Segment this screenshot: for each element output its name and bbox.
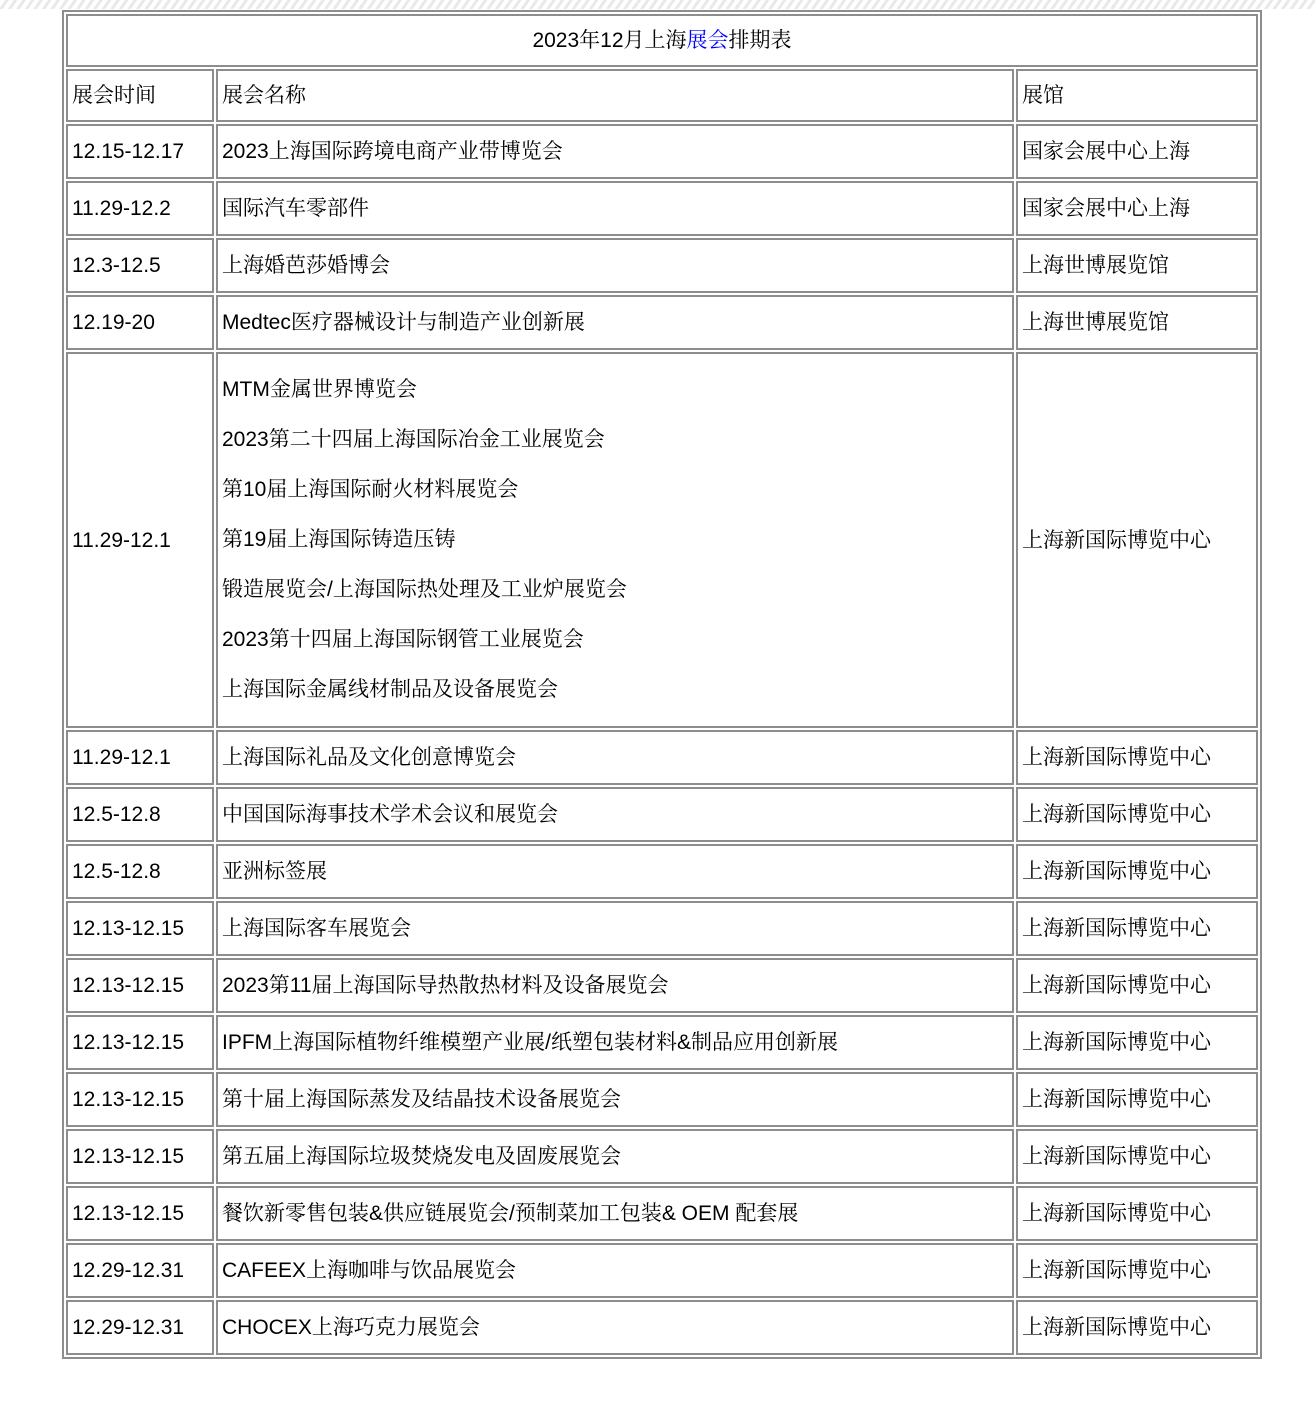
title-exhibition-link[interactable]: 展会: [686, 29, 729, 52]
exhibition-time-cell: 12.19-20: [66, 295, 214, 350]
exhibition-name-cell: 第五届上海国际垃圾焚烧发电及固废展览会: [216, 1129, 1014, 1184]
exhibition-name-line: 锻造展览会/上海国际热处理及工业炉展览会: [222, 578, 627, 601]
exhibition-name-cell: 中国国际海事技术学术会议和展览会: [216, 787, 1014, 842]
exhibition-name-cell: Medtec医疗器械设计与制造产业创新展: [216, 295, 1014, 350]
table-row: [66, 844, 1258, 899]
exhibition-venue-cell: 上海新国际博览中心: [1016, 958, 1258, 1013]
exhibition-name-line: 第19届上海国际铸造压铸: [222, 528, 456, 551]
exhibition-venue-cell: 上海新国际博览中心: [1016, 1072, 1258, 1127]
exhibition-time-cell: 12.13-12.15: [66, 1186, 214, 1241]
table-row: [66, 1129, 1258, 1184]
table-row: [66, 1243, 1258, 1298]
table-row: [66, 1015, 1258, 1070]
exhibition-venue-cell: 上海新国际博览中心: [1016, 352, 1258, 728]
exhibition-name-cell: 上海婚芭莎婚博会: [216, 238, 1014, 293]
exhibition-time-cell: 12.13-12.15: [66, 901, 214, 956]
table-row: [66, 295, 1258, 350]
table-body: [66, 14, 1258, 1355]
table-row: [66, 181, 1258, 236]
exhibition-time-cell: 12.5-12.8: [66, 787, 214, 842]
exhibition-name-cell: 2023上海国际跨境电商产业带博览会: [216, 124, 1014, 179]
exhibition-time-cell: 11.29-12.1: [66, 730, 214, 785]
title-suffix: 排期表: [728, 29, 792, 52]
top-stripe-band: [0, 0, 1315, 9]
exhibition-venue-cell: 上海新国际博览中心: [1016, 1300, 1258, 1355]
header-row: [66, 69, 1258, 122]
table-row: [66, 352, 1258, 728]
exhibition-venue-cell: 上海新国际博览中心: [1016, 1129, 1258, 1184]
exhibition-time-cell: 12.13-12.15: [66, 958, 214, 1013]
exhibition-name-line: 2023第十四届上海国际钢管工业展览会: [222, 628, 584, 651]
exhibition-time-cell: 12.5-12.8: [66, 844, 214, 899]
table-row: [66, 901, 1258, 956]
exhibition-name-cell: IPFM上海国际植物纤维模塑产业展/纸塑包装材料&制品应用创新展: [216, 1015, 1014, 1070]
exhibition-time-cell: 11.29-12.1: [66, 352, 214, 728]
exhibition-venue-cell: 上海世博展览馆: [1016, 238, 1258, 293]
exhibition-venue-cell: 上海世博展览馆: [1016, 295, 1258, 350]
exhibition-venue-cell: 上海新国际博览中心: [1016, 844, 1258, 899]
exhibition-time-cell: 12.29-12.31: [66, 1300, 214, 1355]
table-row: [66, 958, 1258, 1013]
exhibition-venue-cell: 上海新国际博览中心: [1016, 787, 1258, 842]
title-prefix: 2023年12月上海: [532, 29, 687, 52]
exhibition-name-cell: 2023第11届上海国际导热散热材料及设备展览会: [216, 958, 1014, 1013]
header-venue: 展馆: [1016, 69, 1258, 122]
exhibition-venue-cell: 国家会展中心上海: [1016, 181, 1258, 236]
exhibition-time-cell: 12.3-12.5: [66, 238, 214, 293]
table-row: [66, 124, 1258, 179]
exhibition-time-cell: 11.29-12.2: [66, 181, 214, 236]
exhibition-venue-cell: 国家会展中心上海: [1016, 124, 1258, 179]
exhibition-name-line: MTM金属世界博览会: [222, 378, 417, 401]
header-name: 展会名称: [216, 69, 1014, 122]
table-title: [66, 14, 1258, 67]
exhibition-venue-cell: 上海新国际博览中心: [1016, 901, 1258, 956]
title-row: [66, 14, 1258, 67]
exhibition-name-cell: 上海国际客车展览会: [216, 901, 1014, 956]
table-row: [66, 1072, 1258, 1127]
exhibition-name-cell: 国际汽车零部件: [216, 181, 1014, 236]
exhibition-venue-cell: 上海新国际博览中心: [1016, 1243, 1258, 1298]
exhibition-name-cell: CAFEEX上海咖啡与饮品展览会: [216, 1243, 1014, 1298]
exhibition-name-line: 第10届上海国际耐火材料展览会: [222, 478, 519, 501]
table-row: [66, 1186, 1258, 1241]
exhibition-venue-cell: 上海新国际博览中心: [1016, 1015, 1258, 1070]
exhibition-name-cell: 上海国际礼品及文化创意博览会: [216, 730, 1014, 785]
exhibition-venue-cell: 上海新国际博览中心: [1016, 730, 1258, 785]
table-row: [66, 787, 1258, 842]
exhibition-venue-cell: 上海新国际博览中心: [1016, 1186, 1258, 1241]
exhibition-time-cell: 12.15-12.17: [66, 124, 214, 179]
table-row: [66, 730, 1258, 785]
exhibition-name-cell: 餐饮新零售包装&供应链展览会/预制菜加工包装& OEM 配套展: [216, 1186, 1014, 1241]
exhibition-time-cell: 12.13-12.15: [66, 1072, 214, 1127]
exhibition-schedule-table: [62, 10, 1262, 1359]
header-time: 展会时间: [66, 69, 214, 122]
table-row: [66, 1300, 1258, 1355]
exhibition-time-cell: 12.13-12.15: [66, 1129, 214, 1184]
exhibition-name-cell: [216, 352, 1014, 728]
exhibition-name-cell: 亚洲标签展: [216, 844, 1014, 899]
exhibition-name-line: 2023第二十四届上海国际冶金工业展览会: [222, 428, 605, 451]
exhibition-name-cell: 第十届上海国际蒸发及结晶技术设备展览会: [216, 1072, 1014, 1127]
exhibition-name-line: 上海国际金属线材制品及设备展览会: [222, 678, 558, 701]
exhibition-time-cell: 12.29-12.31: [66, 1243, 214, 1298]
table-row: [66, 238, 1258, 293]
exhibition-time-cell: 12.13-12.15: [66, 1015, 214, 1070]
exhibition-name-cell: CHOCEX上海巧克力展览会: [216, 1300, 1014, 1355]
